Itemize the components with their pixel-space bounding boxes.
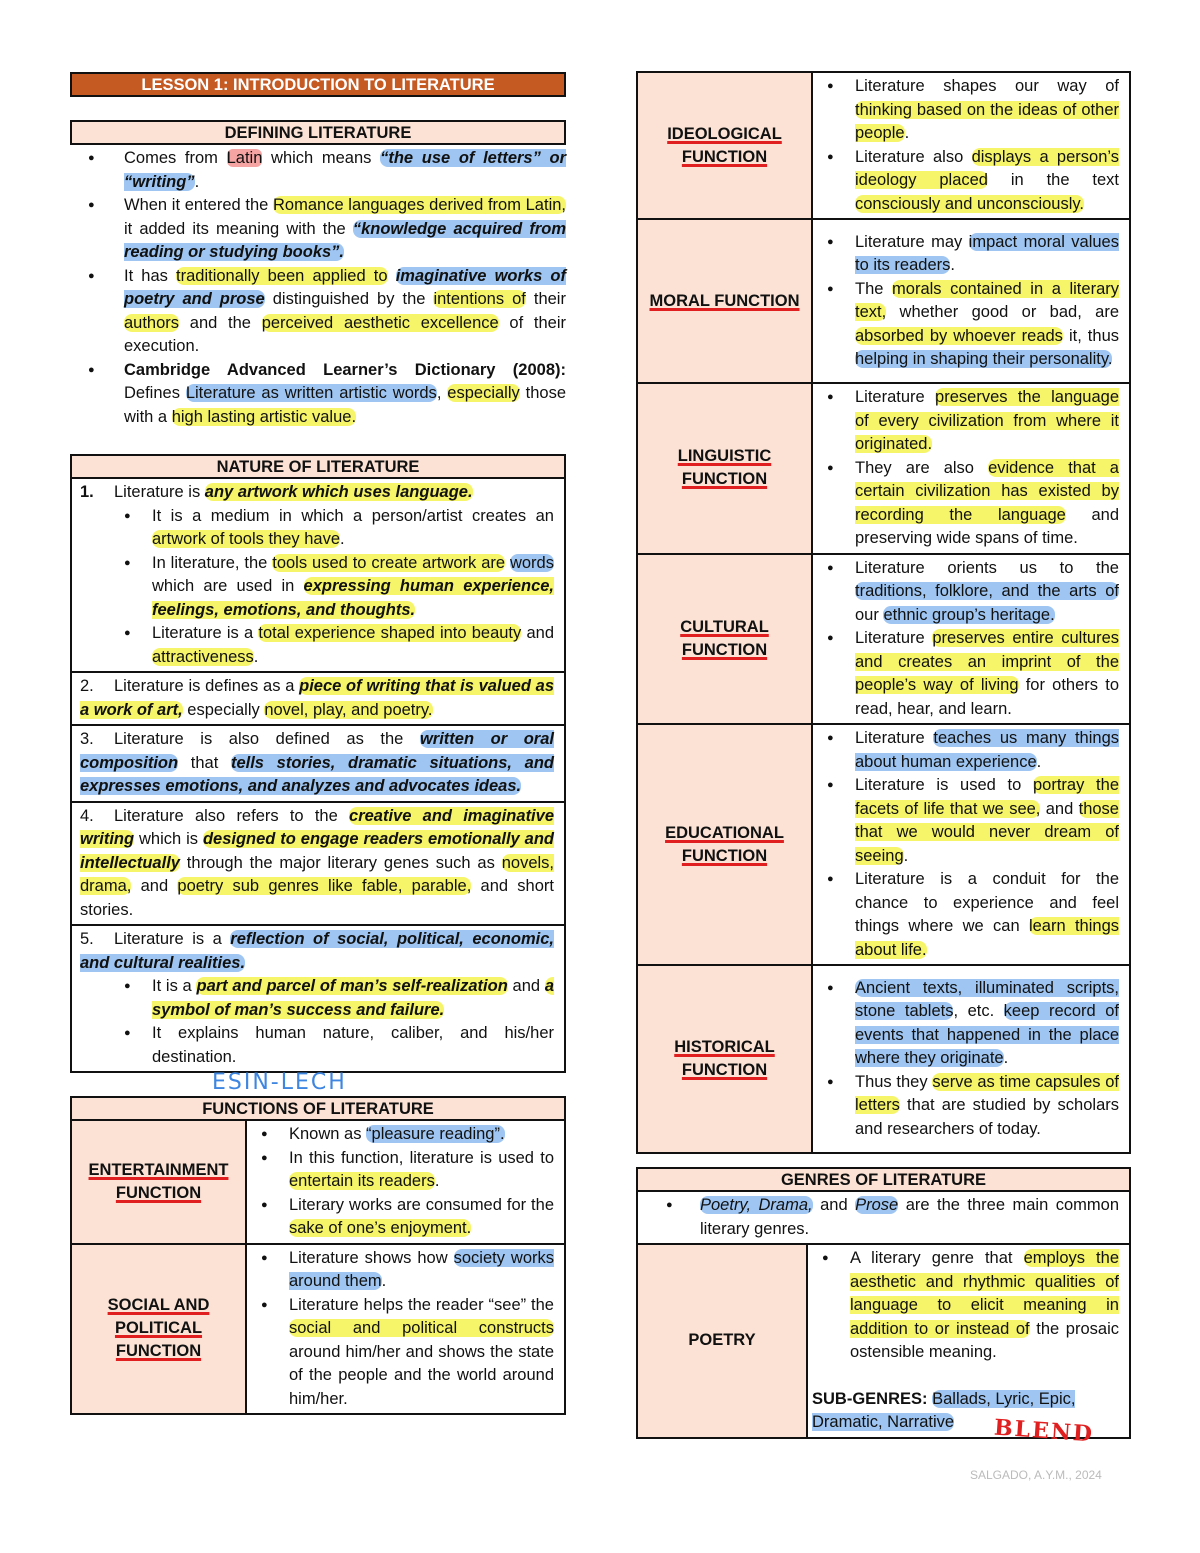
entertainment-bullet-1: ● Known as “pleasure reading”. (251, 1123, 554, 1147)
nature-row-1: 1. Literature is any artwork which uses language. ● It is a medium in which a person/artist creates an artwork of tools they have. ● In literature, the tools used to create artwork are words which are used in expressing human experience, feelings, emotions, and thoughts. ● Literature is a total experience shaped into beauty and attractiveness. (72, 479, 564, 673)
poetry-bullet-1: ● A literary genre that employs the aesthetic and rhythmic qualities of language to elicit meaning in addition to or instead of the prosaic ostensible meaning. (812, 1247, 1119, 1365)
educational-bullet-1: ● Literature teaches us many things about human experience. (817, 727, 1119, 774)
handwritten-blend: BLEND (993, 1414, 1095, 1448)
moral-bullet-1: ● Literature may impact moral values to its readers. (817, 231, 1119, 278)
cultural-row (637, 554, 1130, 725)
social-bullet-2: ● Literature helps the reader “see” the social and political constructs around him/her and shows the state of the people and the world around him/her. (251, 1294, 554, 1412)
entertainment-row (71, 1121, 565, 1244)
educational-bullet-3: ● Literature is a conduit for the chance to experience and feel things where we can learn things about life. (817, 868, 1119, 962)
entertainment-bullet-3: ● Literary works are consumed for the sake of one’s enjoyment. (251, 1194, 554, 1241)
functions-table-right (636, 71, 1131, 1154)
moral-bullet-2: ● The morals contained in a literary text, whether good or bad, are absorbed by whoever reads it, thus helping in shaping their personality. (817, 278, 1119, 372)
genres-intro-row (637, 1192, 1130, 1244)
historical-bullet-1: ● Ancient texts, illuminated scripts, stone tablets, etc. keep record of events that happened in the place where they originate. (817, 977, 1119, 1071)
defining-bullet-1: ● Comes from Latin which means “the use of letters” or “writing”. (70, 147, 566, 194)
linguistic-row (637, 383, 1130, 554)
nature-row-3: 3. Literature is also defined as the written or oral composition that tells stories, dramatic situations, and expresses emotions, and analyzes and advocates ideas. (72, 726, 564, 803)
entertainment-label: ENTERTAINMENT FUNCTION (71, 1121, 246, 1244)
ideological-row (637, 72, 1130, 219)
footer-author: SALGADO, A.Y.M., 2024 (970, 1468, 1102, 1482)
cultural-bullet-2: ● Literature preserves entire cultures and creates an imprint of the people’s way of living for others to read, hear, and learn. (817, 627, 1119, 721)
genres-table (636, 1192, 1131, 1439)
nature-of-literature-table (70, 479, 566, 1073)
linguistic-bullet-2: ● They are also evidence that a certain civilization has existed by recording the language and preserving wide spans of time. (817, 457, 1119, 551)
defining-bullet-4: ● Cambridge Advanced Learner’s Dictionary (2008): Defines Literature as written artistic words, especially those with a high lasting artistic value. (70, 359, 566, 430)
ideological-label: IDEOLOGICAL FUNCTION (637, 72, 812, 219)
poetry-label: POETRY (637, 1244, 807, 1438)
cultural-label: CULTURAL FUNCTION (637, 554, 812, 725)
moral-label: MORAL FUNCTION (637, 219, 812, 383)
genres-heading: GENRES OF LITERATURE (636, 1167, 1131, 1192)
social-political-row (71, 1244, 565, 1415)
defining-literature-heading: DEFINING LITERATURE (70, 120, 566, 145)
historical-bullet-2: ● Thus they serve as time capsules of letters that are studied by scholars and researchers of today. (817, 1071, 1119, 1142)
moral-row (637, 219, 1130, 383)
nature-row-5-sub-2: ● It explains human nature, caliber, and his/her destination. (114, 1022, 554, 1069)
nature-row-2: 2. Literature is defines as a piece of writing that is valued as a work of art, especially novel, play, and poetry. (72, 673, 564, 726)
lesson-title: LESSON 1: INTRODUCTION TO LITERATURE (70, 72, 566, 97)
educational-label: EDUCATIONAL FUNCTION (637, 724, 812, 965)
functions-table-left (70, 1121, 566, 1415)
nature-row-1-sub-2: ● In literature, the tools used to create artwork are words which are used in expressing human experience, feelings, emotions, and thoughts. (114, 552, 554, 623)
nature-row-5-sub-1: ● It is a part and parcel of man’s self-realization and a symbol of man’s success and failure. (114, 975, 554, 1022)
social-political-label: SOCIAL AND POLITICAL FUNCTION (71, 1244, 246, 1415)
historical-label: HISTORICAL FUNCTION (637, 965, 812, 1153)
cultural-bullet-1: ● Literature orients us to the traditions, folklore, and the arts of our ethnic group’s heritage. (817, 557, 1119, 628)
ideological-bullet-1: ● Literature shapes our way of thinking based on the ideas of other people. (817, 75, 1119, 146)
ideological-bullet-2: ● Literature also displays a person’s ideology placed in the text consciously and unconsciously. (817, 146, 1119, 217)
genres-intro: ● Poetry, Drama, and Prose are the three main common literary genres. (648, 1194, 1119, 1241)
linguistic-label: LINGUISTIC FUNCTION (637, 383, 812, 554)
entertainment-bullet-2: ● In this function, literature is used to entertain its readers. (251, 1147, 554, 1194)
poetry-row (637, 1244, 1130, 1438)
handwritten-esin-lech: ESIN-LECH (212, 1070, 347, 1095)
defining-bullet-3: ● It has traditionally been applied to imaginative works of poetry and prose distinguished by the intentions of their authors and the perceived aesthetic excellence of their execution. (70, 265, 566, 359)
poetry-subgenres: SUB-GENRES: Ballads, Lyric, Epic, Dramatic, Narrative (812, 1389, 1076, 1431)
nature-of-literature-heading: NATURE OF LITERATURE (70, 454, 566, 479)
educational-bullet-2: ● Literature is used to portray the facets of life that we see, and those that we would never dream of seeing. (817, 774, 1119, 868)
nature-row-1-sub-1: ● It is a medium in which a person/artist creates an artwork of tools they have. (114, 505, 554, 552)
social-bullet-1: ● Literature shows how society works around them. (251, 1247, 554, 1294)
historical-row (637, 965, 1130, 1153)
nature-row-4: 4. Literature also refers to the creative and imaginative writing which is designed to engage readers emotionally and intellectually through the major literary genes such as novels, drama, and poetry sub genres like fable, parable, and short stories. (72, 803, 564, 927)
defining-literature-list (70, 147, 566, 429)
defining-bullet-2: ● When it entered the Romance languages derived from Latin, it added its meaning with the “knowledge acquired from reading or studying books”. (70, 194, 566, 265)
nature-row-5: 5. Literature is a reflection of social, political, economic, and cultural realities. ● It is a part and parcel of man’s self-realization and a symbol of man’s success and failure. ● It explains human nature, caliber, and his/her destination. (72, 926, 564, 1071)
nature-row-1-sub-3: ● Literature is a total experience shaped into beauty and attractiveness. (114, 622, 554, 669)
functions-heading: FUNCTIONS OF LITERATURE (70, 1096, 566, 1121)
educational-row (637, 724, 1130, 965)
linguistic-bullet-1: ● Literature preserves the language of every civilization from where it originated. (817, 386, 1119, 457)
